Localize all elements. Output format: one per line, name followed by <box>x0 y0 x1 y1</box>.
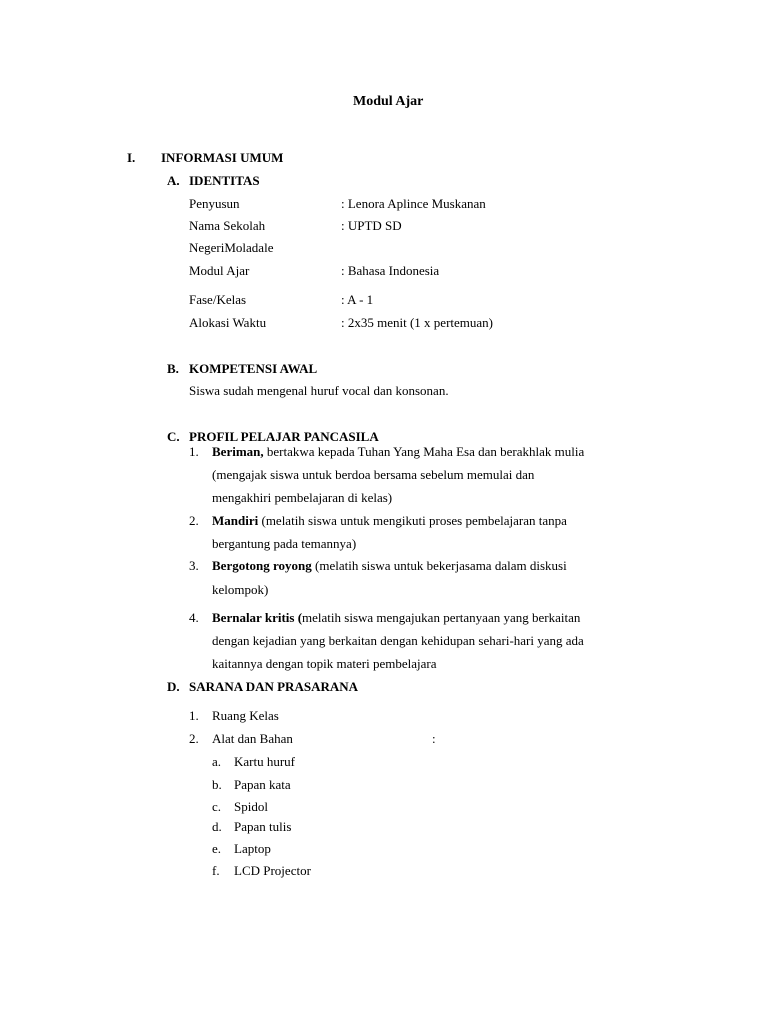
list-number: 3. <box>189 558 199 573</box>
list-number: 2. <box>189 731 199 746</box>
sub-list-letter: d. <box>212 819 222 834</box>
subsection-letter: B. <box>167 361 179 376</box>
list-item-bold: Bergotong royong <box>212 558 312 573</box>
list-item-line: (mengajak siswa untuk berdoa bersama sebelum memulai dan <box>212 467 535 482</box>
subsection-letter: C. <box>167 429 180 444</box>
sub-list-item: Laptop <box>234 841 271 856</box>
section-number: I. <box>127 150 136 165</box>
list-item-line: mengakhiri pembelajaran di kelas) <box>212 490 393 505</box>
sub-list-letter: e. <box>212 841 222 856</box>
sub-list-item: Kartu huruf <box>234 754 296 769</box>
sub-list-letter: a. <box>212 754 222 769</box>
list-item-text: Ruang Kelas <box>212 708 279 723</box>
subsection-heading: SARANA DAN PRASARANA <box>189 679 359 694</box>
sub-list-item: Papan kata <box>234 777 291 792</box>
list-item-line <box>212 610 580 626</box>
identity-value: : Bahasa Indonesia <box>341 263 440 278</box>
identity-label: NegeriMoladale <box>189 240 274 255</box>
list-number: 2. <box>189 513 199 528</box>
sub-list-item: Spidol <box>234 799 268 814</box>
paragraph-text: Siswa sudah mengenal huruf vocal dan konsonan. <box>189 383 449 398</box>
identity-label: Fase/Kelas <box>189 292 247 307</box>
list-number: 4. <box>189 610 199 625</box>
sub-list-letter: b. <box>212 777 222 792</box>
list-item-line: kaitannya dengan topik materi pembelajara <box>212 656 437 671</box>
subsection-heading: KOMPETENSI AWAL <box>189 361 318 376</box>
list-item-colon: : <box>432 731 436 746</box>
identity-value: : Lenora Aplince Muskanan <box>341 196 486 211</box>
list-item-line: bergantung pada temannya) <box>212 536 357 551</box>
list-item-bold: Bernalar kritis ( <box>212 610 303 625</box>
identity-value: : A - 1 <box>341 292 374 307</box>
list-item-text: (melatih siswa untuk bekerjasama dalam diskusi <box>311 558 567 573</box>
list-item-line <box>212 558 567 574</box>
list-item-text: Alat dan Bahan <box>212 731 293 746</box>
sub-list-letter: f. <box>212 863 220 878</box>
list-item-line: kelompok) <box>212 582 269 597</box>
subsection-heading: IDENTITAS <box>189 173 260 188</box>
sub-list-letter: c. <box>212 799 222 814</box>
sub-list-item: LCD Projector <box>234 863 311 878</box>
list-number: 1. <box>189 444 199 459</box>
identity-value: : UPTD SD <box>341 218 402 233</box>
list-item-text: bertakwa kepada Tuhan Yang Maha Esa dan berakhlak mulia <box>263 444 585 459</box>
subsection-letter: D. <box>167 679 180 694</box>
subsection-letter: A. <box>167 173 180 188</box>
identity-label: Alokasi Waktu <box>189 315 267 330</box>
identity-value: : 2x35 menit (1 x pertemuan) <box>341 315 493 330</box>
sub-list-item: Papan tulis <box>234 819 292 834</box>
identity-label: Nama Sekolah <box>189 218 266 233</box>
document-title: Modul Ajar <box>353 94 424 109</box>
list-item-line <box>212 444 584 460</box>
subsection-heading: PROFIL PELAJAR PANCASILA <box>189 429 379 444</box>
identity-label: Modul Ajar <box>189 263 250 278</box>
list-number: 1. <box>189 708 199 723</box>
list-item-text: (melatih siswa untuk mengikuti proses pembelajaran tanpa <box>258 513 567 528</box>
list-item-line: dengan kejadian yang berkaitan dengan kehidupan sehari-hari yang ada <box>212 633 584 648</box>
list-item-bold: Mandiri <box>212 513 259 528</box>
identity-label: Penyusun <box>189 196 240 211</box>
list-item-bold: Beriman, <box>212 444 264 459</box>
list-item-text: melatih siswa mengajukan pertanyaan yang berkaitan <box>302 610 581 625</box>
section-heading: INFORMASI UMUM <box>161 150 284 165</box>
list-item-line <box>212 513 567 529</box>
